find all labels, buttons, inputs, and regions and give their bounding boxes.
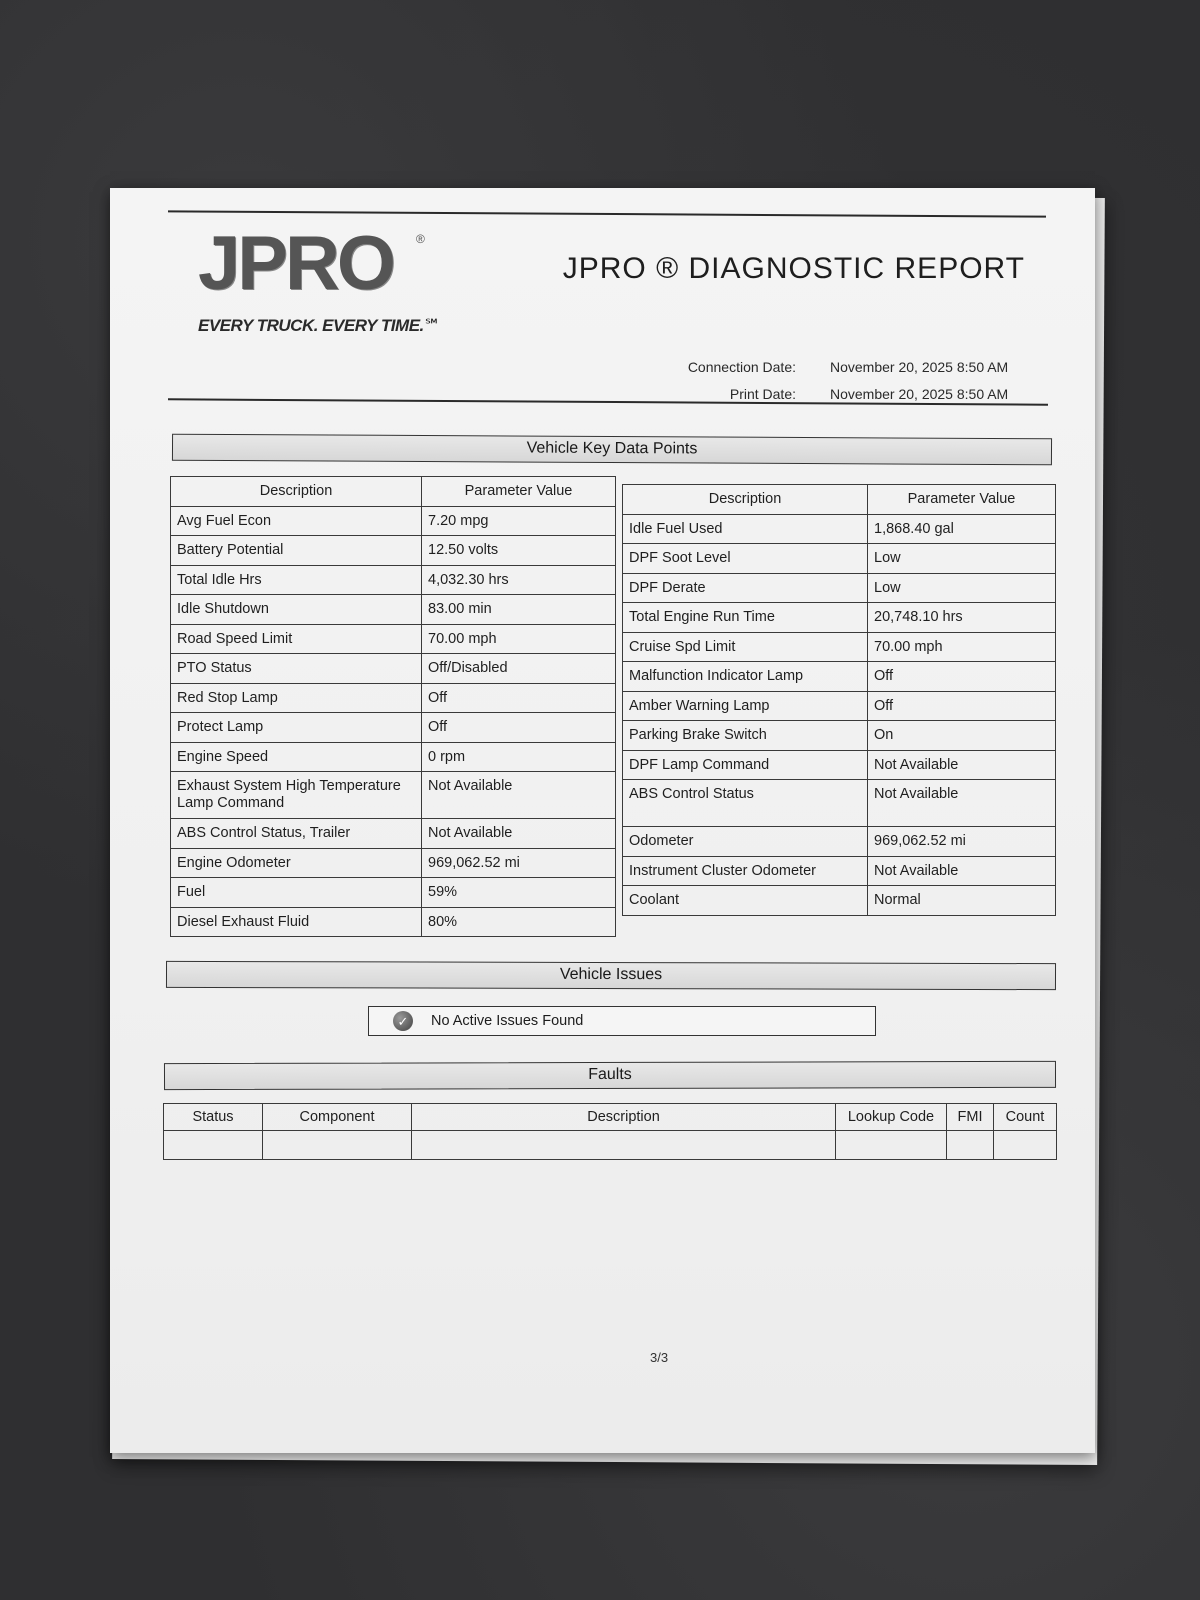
faults-col-component: Component xyxy=(263,1104,412,1131)
value-cell: 70.00 mph xyxy=(422,624,616,654)
connection-date-value: November 20, 2025 8:50 AM xyxy=(830,358,1009,375)
description-cell: Engine Speed xyxy=(171,742,422,772)
description-cell: Total Engine Run Time xyxy=(623,603,868,633)
value-cell: 1,868.40 gal xyxy=(868,514,1056,544)
left-col-description-header: Description xyxy=(171,477,422,507)
top-rule xyxy=(168,210,1046,217)
description-cell: Road Speed Limit xyxy=(171,624,422,654)
description-cell: Malfunction Indicator Lamp xyxy=(623,662,868,692)
value-cell: 4,032.30 hrs xyxy=(422,565,616,595)
description-cell: Protect Lamp xyxy=(171,713,422,743)
key-data-left-table xyxy=(170,476,616,937)
description-cell: Coolant xyxy=(623,886,868,916)
table-row xyxy=(623,886,1056,916)
key-data-right-table xyxy=(622,484,1056,916)
table-row xyxy=(623,780,1056,827)
value-cell: Off/Disabled xyxy=(422,654,616,684)
value-cell: 20,748.10 hrs xyxy=(868,603,1056,633)
description-cell: Cruise Spd Limit xyxy=(623,632,868,662)
check-circle-icon: ✓ xyxy=(393,1011,413,1031)
value-cell: Low xyxy=(868,544,1056,574)
table-row xyxy=(623,662,1056,692)
description-cell: Avg Fuel Econ xyxy=(171,506,422,536)
issues-message: No Active Issues Found xyxy=(431,1013,584,1029)
description-cell: DPF Lamp Command xyxy=(623,750,868,780)
faults-col-status: Status xyxy=(164,1104,263,1131)
description-cell: Diesel Exhaust Fluid xyxy=(171,907,422,937)
key-data-right-header-row xyxy=(623,485,1056,515)
table-row xyxy=(171,506,616,536)
faults-section-title: Faults xyxy=(164,1061,1056,1090)
right-col-value-header: Parameter Value xyxy=(868,485,1056,515)
page-number: 3/3 xyxy=(650,1350,669,1365)
faults-empty-cell xyxy=(994,1131,1057,1160)
faults-empty-cell xyxy=(412,1131,836,1160)
left-col-value-header: Parameter Value xyxy=(422,477,616,507)
faults-header-row xyxy=(164,1104,1057,1131)
connection-date-row xyxy=(636,353,1025,380)
table-row xyxy=(171,907,616,937)
value-cell: 59% xyxy=(422,878,616,908)
value-cell: Not Available xyxy=(868,750,1056,780)
print-date-label: Print Date: xyxy=(729,385,796,402)
value-cell: 7.20 mpg xyxy=(422,506,616,536)
table-row xyxy=(623,514,1056,544)
faults-empty-cell xyxy=(836,1131,947,1160)
value-cell: 80% xyxy=(422,907,616,937)
faults-col-lookup-code: Lookup Code xyxy=(836,1104,947,1131)
value-cell: Off xyxy=(868,691,1056,721)
report-title: JPRO ® DIAGNOSTIC REPORT xyxy=(562,252,1025,285)
description-cell: Total Idle Hrs xyxy=(171,565,422,595)
issues-status-box xyxy=(368,1006,876,1036)
faults-empty-cell xyxy=(263,1131,412,1160)
description-cell: DPF Derate xyxy=(623,573,868,603)
table-row xyxy=(623,603,1056,633)
key-data-section-title: Vehicle Key Data Points xyxy=(172,434,1052,466)
table-row xyxy=(171,654,616,684)
description-cell: Instrument Cluster Odometer xyxy=(623,856,868,886)
table-row xyxy=(623,573,1056,603)
faults-empty-cell xyxy=(164,1131,263,1160)
table-row xyxy=(171,624,616,654)
table-row xyxy=(623,632,1056,662)
key-data-left-header-row xyxy=(171,477,616,507)
value-cell: 0 rpm xyxy=(422,742,616,772)
table-row xyxy=(171,819,616,849)
value-cell: 12.50 volts xyxy=(422,536,616,566)
faults-col-count: Count xyxy=(994,1104,1057,1131)
description-cell: Fuel xyxy=(171,878,422,908)
description-cell: Odometer xyxy=(623,827,868,857)
value-cell: 70.00 mph xyxy=(868,632,1056,662)
table-row xyxy=(171,683,616,713)
value-cell: Off xyxy=(422,713,616,743)
report-dates xyxy=(636,353,1025,407)
table-row xyxy=(171,595,616,625)
value-cell: Not Available xyxy=(868,780,1056,827)
description-cell: Parking Brake Switch xyxy=(623,721,868,751)
table-row xyxy=(623,721,1056,751)
table-row xyxy=(623,827,1056,857)
table-row xyxy=(171,848,616,878)
jpro-logo xyxy=(198,221,441,336)
value-cell: Not Available xyxy=(422,772,616,819)
table-row xyxy=(171,536,616,566)
description-cell: Engine Odometer xyxy=(171,848,422,878)
value-cell: Low xyxy=(868,573,1056,603)
table-row xyxy=(171,565,616,595)
value-cell: Not Available xyxy=(868,856,1056,886)
faults-col-description: Description xyxy=(412,1104,836,1131)
print-date-value: November 20, 2025 8:50 AM xyxy=(830,385,1009,402)
description-cell: Red Stop Lamp xyxy=(171,683,422,713)
description-cell: DPF Soot Level xyxy=(623,544,868,574)
description-cell: Idle Fuel Used xyxy=(623,514,868,544)
value-cell: On xyxy=(868,721,1056,751)
table-row xyxy=(171,772,616,819)
vehicle-issues-section-title: Vehicle Issues xyxy=(166,961,1056,990)
description-cell: ABS Control Status xyxy=(623,780,868,827)
faults-col-fmi: FMI xyxy=(947,1104,994,1131)
table-row xyxy=(171,742,616,772)
table-row xyxy=(623,750,1056,780)
value-cell: 969,062.52 mi xyxy=(422,848,616,878)
description-cell: Amber Warning Lamp xyxy=(623,691,868,721)
faults-empty-cell xyxy=(947,1131,994,1160)
logo-mark: JPRO xyxy=(198,221,393,306)
value-cell: Off xyxy=(422,683,616,713)
description-cell: Exhaust System High Temperature Lamp Command xyxy=(171,772,422,819)
description-cell: PTO Status xyxy=(171,654,422,684)
right-col-description-header: Description xyxy=(623,485,868,515)
value-cell: 83.00 min xyxy=(422,595,616,625)
table-row xyxy=(164,1131,1057,1160)
value-cell: Not Available xyxy=(422,819,616,849)
table-row xyxy=(171,878,616,908)
value-cell: Normal xyxy=(868,886,1056,916)
faults-table xyxy=(163,1103,1057,1160)
logo-tagline: EVERY TRUCK. EVERY TIME.℠ xyxy=(198,316,441,335)
value-cell: 969,062.52 mi xyxy=(868,827,1056,857)
logo-registered-mark: ® xyxy=(416,232,425,246)
connection-date-label: Connection Date: xyxy=(687,358,796,375)
value-cell: Off xyxy=(868,662,1056,692)
report-page xyxy=(110,188,1095,1453)
table-row xyxy=(623,691,1056,721)
description-cell: Battery Potential xyxy=(171,536,422,566)
table-row xyxy=(171,713,616,743)
table-row xyxy=(623,544,1056,574)
description-cell: Idle Shutdown xyxy=(171,595,422,625)
description-cell: ABS Control Status, Trailer xyxy=(171,819,422,849)
table-row xyxy=(623,856,1056,886)
